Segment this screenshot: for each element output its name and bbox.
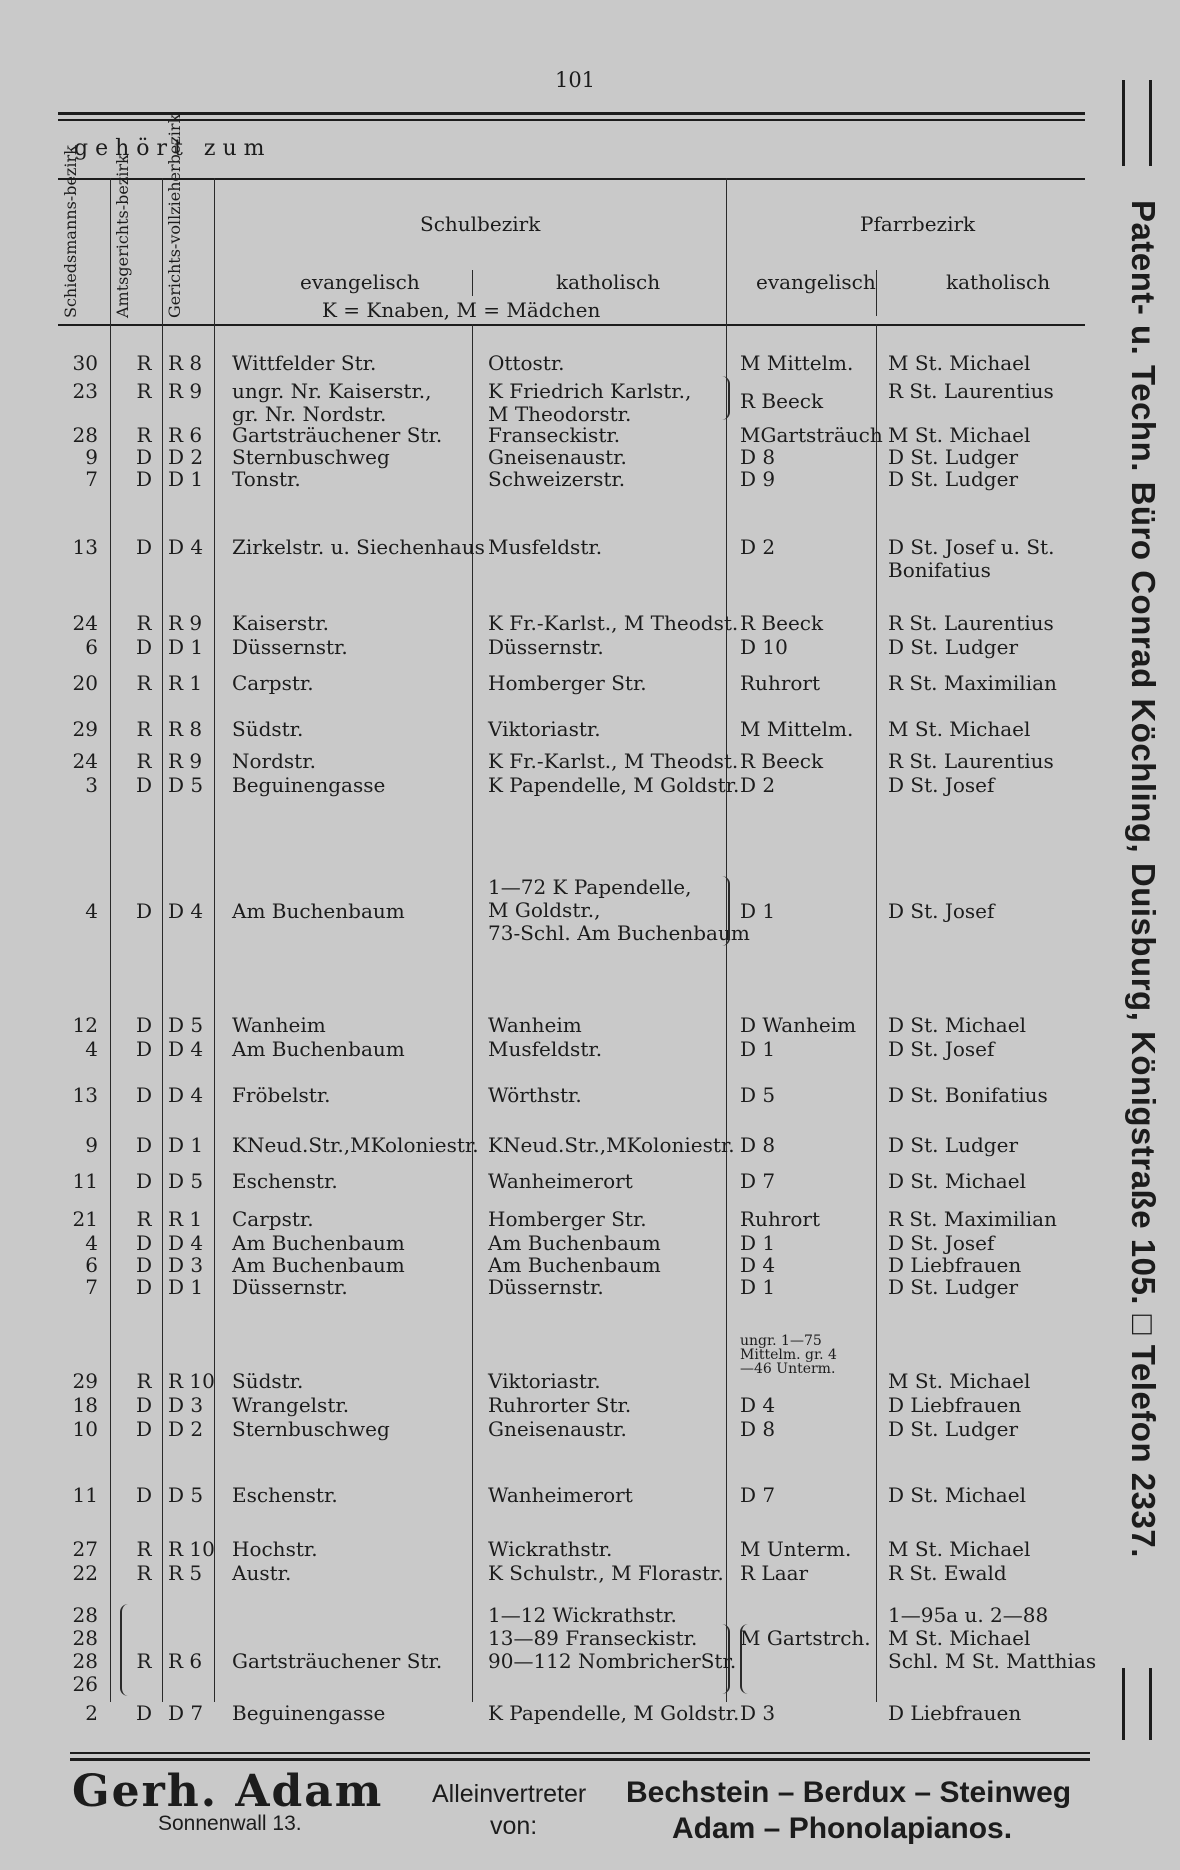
gerichtsvollzieher-cell: D 5 bbox=[168, 773, 204, 797]
amtsgericht-cell: R bbox=[136, 423, 152, 447]
gerichtsvollzieher-cell: D 1 bbox=[168, 467, 204, 491]
row-number: 30 bbox=[72, 351, 98, 375]
amtsgericht-cell: R bbox=[136, 717, 152, 741]
pfarr-evangelisch-cell: D 7 bbox=[740, 1169, 776, 1193]
schule-katholisch-cell: 90—112 NombricherStr. bbox=[488, 1649, 737, 1673]
schule-evangelisch-cell: Gartsträuchener Str. bbox=[232, 423, 443, 447]
pfarr-evangelisch-cell: Ruhrort bbox=[740, 671, 821, 695]
header-divider-small bbox=[472, 270, 473, 296]
pfarr-katholisch-cell: D St. Ludger bbox=[888, 1417, 1019, 1441]
pfarr-katholisch-cell: D St. Ludger bbox=[888, 467, 1019, 491]
amtsgericht-cell: D bbox=[135, 1701, 153, 1725]
row-number: 6 bbox=[85, 1253, 98, 1277]
footer-von: von: bbox=[490, 1812, 538, 1840]
header-schulbezirk: Schulbezirk bbox=[420, 212, 541, 236]
row-number: 23 bbox=[72, 379, 98, 403]
schule-katholisch-cell: Schweizerstr. bbox=[488, 467, 626, 491]
pfarr-katholisch-cell: M St. Michael bbox=[888, 717, 1031, 741]
schule-evangelisch-cell: Beguinengasse bbox=[232, 773, 386, 797]
pfarr-katholisch-cell: M St. Michael bbox=[888, 1537, 1031, 1561]
col-line-2 bbox=[162, 178, 163, 1702]
row-number: 28 bbox=[72, 1603, 98, 1627]
footer-brands-line2: Adam – Phonolapianos. bbox=[672, 1812, 1013, 1845]
pfarr-evangelisch-cell: D Wanheim bbox=[740, 1013, 857, 1037]
schule-evangelisch-cell: Fröbelstr. bbox=[232, 1083, 331, 1107]
schule-evangelisch-cell: KNeud.Str.,MKoloniestr. bbox=[232, 1133, 479, 1157]
pfarr-evangelisch-cell: MGartsträuch bbox=[740, 423, 883, 447]
gerichtsvollzieher-cell: D 4 bbox=[168, 1037, 204, 1061]
row-number: 9 bbox=[85, 445, 98, 469]
header-schiedsmann: Schiedsmanns-bezirk bbox=[61, 145, 80, 318]
schule-katholisch-cell: 1—12 Wickrathstr. bbox=[488, 1603, 677, 1627]
gerichtsvollzieher-cell: D 2 bbox=[168, 445, 204, 469]
pfarr-katholisch-cell: D Liebfrauen bbox=[888, 1701, 1022, 1725]
pfarr-katholisch-cell: D St. Josef bbox=[888, 899, 995, 923]
schule-katholisch-cell: Wörthstr. bbox=[488, 1083, 582, 1107]
pfarr-evangelisch-cell: D 1 bbox=[740, 1037, 776, 1061]
gerichtsvollzieher-cell: R 6 bbox=[168, 1649, 203, 1673]
pfarr-evangelisch-cell: D 3 bbox=[740, 1701, 776, 1725]
amtsgericht-cell: D bbox=[135, 899, 153, 923]
pfarr-katholisch-cell: D St. Michael bbox=[888, 1013, 1026, 1037]
row-number: 29 bbox=[72, 717, 98, 741]
pfarr-evangelisch-cell: R Laar bbox=[740, 1561, 809, 1585]
pfarr-katholisch-cell: M St. Michael bbox=[888, 1626, 1031, 1650]
schule-katholisch-cell: KNeud.Str.,MKoloniestr. bbox=[488, 1133, 735, 1157]
schule-evangelisch-cell: Eschenstr. bbox=[232, 1169, 338, 1193]
gerichtsvollzieher-cell: D 3 bbox=[168, 1393, 204, 1417]
header-pfarr-evangelisch: evangelisch bbox=[756, 270, 876, 294]
brace-row29-pev bbox=[740, 1624, 748, 1694]
gerichtsvollzieher-cell: R 10 bbox=[168, 1537, 215, 1561]
amtsgericht-cell: R bbox=[136, 749, 152, 773]
row-number: 3 bbox=[85, 773, 98, 797]
amtsgericht-cell: D bbox=[135, 1133, 153, 1157]
top-rule bbox=[58, 112, 1085, 121]
row-number: 29 bbox=[72, 1369, 98, 1393]
gerichtsvollzieher-cell: R 8 bbox=[168, 717, 203, 741]
pfarr-katholisch-cell: M St. Michael bbox=[888, 423, 1031, 447]
gerichtsvollzieher-cell: R 9 bbox=[168, 749, 203, 773]
schule-katholisch-cell: Homberger Str. bbox=[488, 1207, 647, 1231]
amtsgericht-cell: D bbox=[135, 1013, 153, 1037]
amtsgericht-cell: D bbox=[135, 1253, 153, 1277]
amtsgericht-cell: D bbox=[135, 445, 153, 469]
schule-evangelisch-cell: Carpstr. bbox=[232, 671, 314, 695]
pfarr-evangelisch-cell: D 1 bbox=[740, 1231, 776, 1255]
gerichtsvollzieher-cell: R 5 bbox=[168, 1561, 203, 1585]
pfarr-evangelisch-cell: D 8 bbox=[740, 1133, 776, 1157]
amtsgericht-cell: D bbox=[135, 467, 153, 491]
row-number: 4 bbox=[85, 899, 98, 923]
row-number: 7 bbox=[85, 1275, 98, 1299]
gerichtsvollzieher-cell: D 4 bbox=[168, 1231, 204, 1255]
amtsgericht-cell: R bbox=[136, 379, 152, 403]
header-bottom-rule bbox=[58, 324, 1085, 326]
pfarr-evangelisch-cell: Ruhrort bbox=[740, 1207, 821, 1231]
pfarr-evangelisch-cell: —46 Unterm. bbox=[740, 1361, 836, 1377]
pfarr-katholisch-cell: D Liebfrauen bbox=[888, 1253, 1022, 1277]
pfarr-evangelisch-cell: D 8 bbox=[740, 445, 776, 469]
pfarr-evangelisch-cell: D 9 bbox=[740, 467, 776, 491]
row-number: 20 bbox=[72, 671, 98, 695]
pfarr-katholisch-cell: D St. Michael bbox=[888, 1483, 1026, 1507]
row-number: 18 bbox=[72, 1393, 98, 1417]
pfarr-katholisch-cell: D St. Ludger bbox=[888, 635, 1019, 659]
gerichtsvollzieher-cell: D 5 bbox=[168, 1483, 204, 1507]
schule-evangelisch-cell: Nordstr. bbox=[232, 749, 316, 773]
row-number: 13 bbox=[72, 535, 98, 559]
pfarr-evangelisch-cell: D 2 bbox=[740, 773, 776, 797]
amtsgericht-cell: R bbox=[136, 1649, 152, 1673]
row-number: 22 bbox=[72, 1561, 98, 1585]
schule-katholisch-cell: K Fr.-Karlst., M Theodst. bbox=[488, 611, 739, 635]
side-advertisement: Patent- u. Techn. Büro Conrad Köchling, Duisburg, Königstraße 105. □ Telefon 2337. bbox=[1125, 200, 1162, 1558]
gerichtsvollzieher-cell: R 9 bbox=[168, 611, 203, 635]
schule-evangelisch-cell: Sternbuschweg bbox=[232, 445, 390, 469]
schule-katholisch-cell: Am Buchenbaum bbox=[488, 1253, 661, 1277]
pfarr-katholisch-cell: D St. Ludger bbox=[888, 1133, 1019, 1157]
pfarr-evangelisch-cell: Mittelm. gr. 4 bbox=[740, 1347, 837, 1363]
schule-evangelisch-cell: Beguinengasse bbox=[232, 1701, 386, 1725]
schule-katholisch-cell: Viktoriastr. bbox=[488, 717, 601, 741]
pfarr-katholisch-cell: R St. Maximilian bbox=[888, 671, 1057, 695]
gerichtsvollzieher-cell: R 9 bbox=[168, 379, 203, 403]
side-bars-bottom bbox=[1122, 1668, 1152, 1740]
pfarr-katholisch-cell: 1—95a u. 2—88 bbox=[888, 1603, 1049, 1627]
pfarr-katholisch-cell: Schl. M St. Matthias bbox=[888, 1649, 1097, 1673]
row-number: 7 bbox=[85, 467, 98, 491]
side-bars-top bbox=[1122, 80, 1152, 166]
amtsgericht-cell: D bbox=[135, 1393, 153, 1417]
amtsgericht-cell: D bbox=[135, 1169, 153, 1193]
schule-evangelisch-cell: Wittfelder Str. bbox=[232, 351, 377, 375]
header-amtsgericht: Amtsgerichts-bezirk bbox=[113, 154, 132, 318]
row-number: 28 bbox=[72, 1626, 98, 1650]
row-number: 11 bbox=[72, 1169, 98, 1193]
amtsgericht-cell: D bbox=[135, 535, 153, 559]
gerichtsvollzieher-cell: D 4 bbox=[168, 899, 204, 923]
schule-katholisch-cell: Wanheim bbox=[488, 1013, 582, 1037]
row-number: 13 bbox=[72, 1083, 98, 1107]
row-number: 28 bbox=[72, 423, 98, 447]
col-line-3 bbox=[214, 178, 215, 1702]
schule-evangelisch-cell: Südstr. bbox=[232, 1369, 304, 1393]
amtsgericht-cell: D bbox=[135, 773, 153, 797]
pfarr-evangelisch-cell: D 5 bbox=[740, 1083, 776, 1107]
gehoert-zum-label: gehört zum bbox=[74, 136, 272, 161]
gerichtsvollzieher-cell: R 1 bbox=[168, 1207, 203, 1231]
schule-katholisch-cell: Am Buchenbaum bbox=[488, 1231, 661, 1255]
schule-evangelisch-cell: Am Buchenbaum bbox=[232, 899, 405, 923]
pfarr-katholisch-cell: R St. Laurentius bbox=[888, 749, 1054, 773]
pfarr-katholisch-cell: R St. Ewald bbox=[888, 1561, 1007, 1585]
row-number: 24 bbox=[72, 611, 98, 635]
footer-rule bbox=[70, 1758, 1090, 1761]
schule-evangelisch-cell: Gartsträuchener Str. bbox=[232, 1649, 443, 1673]
schule-evangelisch-cell: Hochstr. bbox=[232, 1537, 318, 1561]
col-line-4 bbox=[472, 324, 473, 1702]
pfarr-katholisch-cell: D St. Ludger bbox=[888, 1275, 1019, 1299]
gerichtsvollzieher-cell: D 4 bbox=[168, 535, 204, 559]
schule-katholisch-cell: Wickrathstr. bbox=[488, 1537, 613, 1561]
amtsgericht-cell: D bbox=[135, 635, 153, 659]
row-number: 21 bbox=[72, 1207, 98, 1231]
header-schule-evangelisch: evangelisch bbox=[300, 270, 420, 294]
amtsgericht-cell: R bbox=[136, 671, 152, 695]
pfarr-evangelisch-cell: M Gartstrch. bbox=[740, 1626, 871, 1650]
schule-katholisch-cell: Viktoriastr. bbox=[488, 1369, 601, 1393]
pfarr-katholisch-cell: D St. Josef bbox=[888, 1231, 995, 1255]
brace-row2 bbox=[722, 376, 730, 420]
pfarr-katholisch-cell: D St. Josef u. St. bbox=[888, 535, 1055, 559]
schule-evangelisch-cell: Sternbuschweg bbox=[232, 1417, 390, 1441]
schule-katholisch-cell: Düssernstr. bbox=[488, 635, 604, 659]
row-number: 10 bbox=[72, 1417, 98, 1441]
pfarr-katholisch-cell: D Liebfrauen bbox=[888, 1393, 1022, 1417]
schule-katholisch-cell: M Goldstr., bbox=[488, 898, 601, 922]
schule-katholisch-cell: K Papendelle, M Goldstr. bbox=[488, 1701, 740, 1725]
row-number: 2 bbox=[85, 1701, 98, 1725]
row-number: 24 bbox=[72, 749, 98, 773]
gerichtsvollzieher-cell: R 1 bbox=[168, 671, 203, 695]
footer-address: Sonnenwall 13. bbox=[158, 1812, 302, 1835]
pfarr-evangelisch-cell: D 1 bbox=[740, 899, 776, 923]
schule-evangelisch-cell: Carpstr. bbox=[232, 1207, 314, 1231]
schule-evangelisch-cell: Am Buchenbaum bbox=[232, 1037, 405, 1061]
pfarr-evangelisch-cell: R Beeck bbox=[740, 749, 824, 773]
footer-rule-thin bbox=[70, 1752, 1090, 1754]
amtsgericht-cell: R bbox=[136, 1207, 152, 1231]
pfarr-katholisch-cell: M St. Michael bbox=[888, 1369, 1031, 1393]
header-legend: K = Knaben, M = Mädchen bbox=[322, 298, 601, 322]
schule-katholisch-cell: Musfeldstr. bbox=[488, 1037, 603, 1061]
schule-katholisch-cell: Ottostr. bbox=[488, 351, 565, 375]
pfarr-katholisch-cell: M St. Michael bbox=[888, 351, 1031, 375]
gerichtsvollzieher-cell: D 4 bbox=[168, 1083, 204, 1107]
schule-katholisch-cell: Düssernstr. bbox=[488, 1275, 604, 1299]
pfarr-evangelisch-cell: D 2 bbox=[740, 535, 776, 559]
schule-evangelisch-cell: ungr. Nr. Kaiserstr., bbox=[232, 379, 432, 403]
amtsgericht-cell: D bbox=[135, 1275, 153, 1299]
pfarr-evangelisch-cell: R Beeck bbox=[740, 611, 824, 635]
gerichtsvollzieher-cell: D 2 bbox=[168, 1417, 204, 1441]
gerichtsvollzieher-cell: D 7 bbox=[168, 1701, 204, 1725]
pfarr-evangelisch-cell: ungr. 1—75 bbox=[740, 1333, 822, 1349]
pfarr-katholisch-cell: Bonifatius bbox=[888, 558, 991, 582]
amtsgericht-cell: D bbox=[135, 1483, 153, 1507]
amtsgericht-cell: D bbox=[135, 1417, 153, 1441]
schule-evangelisch-cell: Zirkelstr. u. Siechenhaus bbox=[232, 535, 485, 559]
row-number: 26 bbox=[72, 1672, 98, 1696]
pfarr-katholisch-cell: D St. Bonifatius bbox=[888, 1083, 1048, 1107]
pfarr-evangelisch-cell: M Mittelm. bbox=[740, 351, 854, 375]
col-line-6 bbox=[876, 324, 877, 1702]
gerichtsvollzieher-cell: D 3 bbox=[168, 1253, 204, 1277]
brace-num-group bbox=[120, 1604, 128, 1696]
schule-katholisch-cell: Ruhrorter Str. bbox=[488, 1393, 632, 1417]
amtsgericht-cell: D bbox=[135, 1037, 153, 1061]
gerichtsvollzieher-cell: D 5 bbox=[168, 1013, 204, 1037]
schule-katholisch-cell: Wanheimerort bbox=[488, 1483, 633, 1507]
schule-katholisch-cell: Gneisenaustr. bbox=[488, 1417, 627, 1441]
pfarr-katholisch-cell: R St. Maximilian bbox=[888, 1207, 1057, 1231]
schule-katholisch-cell: K Papendelle, M Goldstr. bbox=[488, 773, 740, 797]
schule-katholisch-cell: M Theodorstr. bbox=[488, 402, 632, 426]
schule-evangelisch-cell: Am Buchenbaum bbox=[232, 1231, 405, 1255]
schule-evangelisch-cell: Düssernstr. bbox=[232, 1275, 348, 1299]
header-pfarrbezirk: Pfarrbezirk bbox=[860, 212, 976, 236]
pfarr-evangelisch-cell: D 8 bbox=[740, 1417, 776, 1441]
schule-katholisch-cell: 73-Schl. Am Buchenbaum bbox=[488, 921, 750, 945]
schule-katholisch-cell: K Fr.-Karlst., M Theodst. bbox=[488, 749, 739, 773]
pfarr-evangelisch-cell: D 4 bbox=[740, 1253, 776, 1277]
pfarr-evangelisch-cell: R Beeck bbox=[740, 389, 824, 413]
schule-katholisch-cell: K Friedrich Karlstr., bbox=[488, 379, 692, 403]
brace-row13 bbox=[722, 876, 730, 946]
gerichtsvollzieher-cell: D 1 bbox=[168, 635, 204, 659]
schule-katholisch-cell: Gneisenaustr. bbox=[488, 445, 627, 469]
header-top-rule bbox=[58, 178, 1085, 180]
schule-katholisch-cell: K Schulstr., M Florastr. bbox=[488, 1561, 724, 1585]
page-number: 101 bbox=[554, 68, 596, 92]
pfarr-evangelisch-cell: D 1 bbox=[740, 1275, 776, 1299]
row-number: 9 bbox=[85, 1133, 98, 1157]
pfarr-evangelisch-cell: D 10 bbox=[740, 635, 788, 659]
gerichtsvollzieher-cell: D 1 bbox=[168, 1275, 204, 1299]
row-number: 27 bbox=[72, 1537, 98, 1561]
row-number: 28 bbox=[72, 1649, 98, 1673]
schule-katholisch-cell: 1—72 K Papendelle, bbox=[488, 875, 692, 899]
gerichtsvollzieher-cell: D 1 bbox=[168, 1133, 204, 1157]
pfarr-evangelisch-cell: M Unterm. bbox=[740, 1537, 852, 1561]
schule-evangelisch-cell: Südstr. bbox=[232, 717, 304, 741]
schule-evangelisch-cell: Wanheim bbox=[232, 1013, 326, 1037]
pfarr-evangelisch-cell: D 7 bbox=[740, 1483, 776, 1507]
schule-evangelisch-cell: Kaiserstr. bbox=[232, 611, 329, 635]
footer-company-name: Gerh. Adam bbox=[72, 1766, 384, 1817]
schule-katholisch-cell: Musfeldstr. bbox=[488, 535, 603, 559]
header-divider-pfarr bbox=[876, 270, 877, 316]
pfarr-katholisch-cell: D St. Ludger bbox=[888, 445, 1019, 469]
brace-row29-skath bbox=[722, 1624, 730, 1694]
header-schule-katholisch: katholisch bbox=[556, 270, 661, 294]
gerichtsvollzieher-cell: R 6 bbox=[168, 423, 203, 447]
gerichtsvollzieher-cell: D 5 bbox=[168, 1169, 204, 1193]
row-number: 4 bbox=[85, 1037, 98, 1061]
pfarr-katholisch-cell: R St. Laurentius bbox=[888, 611, 1054, 635]
row-number: 11 bbox=[72, 1483, 98, 1507]
amtsgericht-cell: D bbox=[135, 1083, 153, 1107]
gerichtsvollzieher-cell: R 10 bbox=[168, 1369, 215, 1393]
amtsgericht-cell: R bbox=[136, 1561, 152, 1585]
pfarr-evangelisch-cell: M Mittelm. bbox=[740, 717, 854, 741]
schule-evangelisch-cell: Düssernstr. bbox=[232, 635, 348, 659]
schule-evangelisch-cell: Am Buchenbaum bbox=[232, 1253, 405, 1277]
amtsgericht-cell: D bbox=[135, 1231, 153, 1255]
amtsgericht-cell: R bbox=[136, 1537, 152, 1561]
schule-evangelisch-cell: gr. Nr. Nordstr. bbox=[232, 402, 387, 426]
row-number: 6 bbox=[85, 635, 98, 659]
row-number: 4 bbox=[85, 1231, 98, 1255]
footer-alleinvertreter: Alleinvertreter bbox=[432, 1780, 587, 1808]
pfarr-katholisch-cell: D St. Josef bbox=[888, 773, 995, 797]
amtsgericht-cell: R bbox=[136, 351, 152, 375]
footer-brands-line1: Bechstein – Berdux – Steinweg bbox=[626, 1776, 1072, 1809]
schule-katholisch-cell: Wanheimerort bbox=[488, 1169, 633, 1193]
schule-evangelisch-cell: Wrangelstr. bbox=[232, 1393, 350, 1417]
schule-katholisch-cell: 13—89 Franseckistr. bbox=[488, 1626, 698, 1650]
schule-evangelisch-cell: Austr. bbox=[232, 1561, 292, 1585]
schule-katholisch-cell: Homberger Str. bbox=[488, 671, 647, 695]
header-gerichtsvollzieher: Gerichts-vollzieherbezirk bbox=[165, 113, 184, 318]
pfarr-katholisch-cell: R St. Laurentius bbox=[888, 379, 1054, 403]
amtsgericht-cell: R bbox=[136, 611, 152, 635]
schule-evangelisch-cell: Eschenstr. bbox=[232, 1483, 338, 1507]
amtsgericht-cell: R bbox=[136, 1369, 152, 1393]
pfarr-evangelisch-cell: D 4 bbox=[740, 1393, 776, 1417]
schule-evangelisch-cell: Tonstr. bbox=[232, 467, 301, 491]
col-line-1 bbox=[110, 178, 111, 1702]
header-pfarr-katholisch: katholisch bbox=[946, 270, 1051, 294]
pfarr-katholisch-cell: D St. Josef bbox=[888, 1037, 995, 1061]
gerichtsvollzieher-cell: R 8 bbox=[168, 351, 203, 375]
schule-katholisch-cell: Franseckistr. bbox=[488, 423, 621, 447]
row-number: 12 bbox=[72, 1013, 98, 1037]
pfarr-katholisch-cell: D St. Michael bbox=[888, 1169, 1026, 1193]
